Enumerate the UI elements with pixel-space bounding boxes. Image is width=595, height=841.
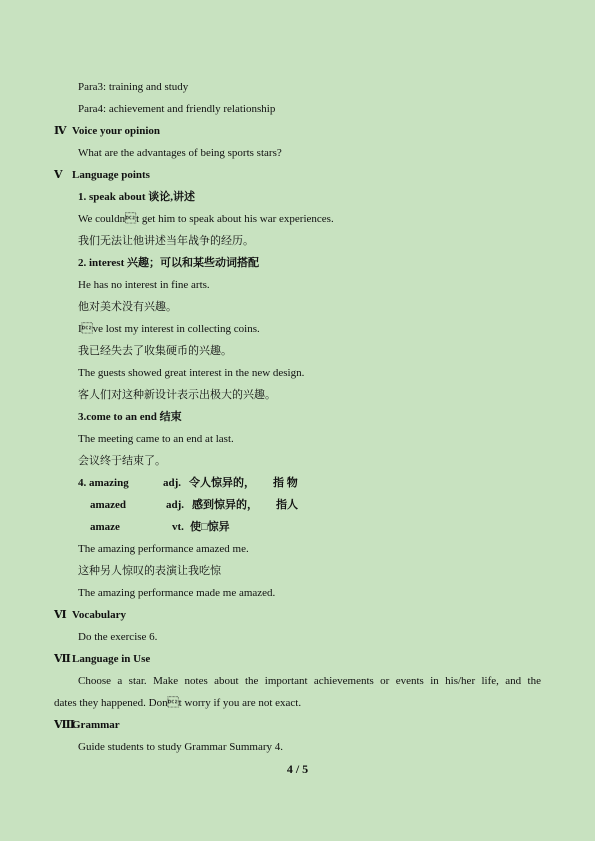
section-title: Vocabulary xyxy=(72,609,126,621)
language-in-use-line-2: dates they happened. Dont worry if you are not exact. xyxy=(54,697,302,709)
vocabulary-instruction: Do the exercise 6. xyxy=(78,631,158,643)
section-heading-language-in-use xyxy=(54,652,150,666)
section-title: Language in Use xyxy=(72,653,151,665)
meaning-amaze: 使□惊异 xyxy=(190,521,230,533)
word-amazed: amazed xyxy=(90,499,127,511)
note-amazing: 指 物 xyxy=(273,477,298,489)
section-heading-language-points xyxy=(54,168,150,182)
page-number: 4 / 5 xyxy=(286,762,309,776)
point-1-example-en: We couldnt get him to speak about his war experiences. xyxy=(78,213,334,225)
grammar-instruction: Guide students to study Grammar Summary 4. xyxy=(78,741,284,753)
section-number: Ⅳ xyxy=(54,125,67,137)
point-2-example-zh-3: 客人们对这种新设计表示出极大的兴趣。 xyxy=(78,389,276,401)
section-title: Language points xyxy=(72,169,150,181)
section-title: Grammar xyxy=(72,719,120,731)
meaning-amazed: 感到惊异的， xyxy=(192,499,258,511)
section-number: Ⅶ xyxy=(54,653,71,665)
section-number: Ⅵ xyxy=(54,609,67,621)
para3-line: Para3: training and study xyxy=(78,81,189,93)
point-2-example-zh-2: 我已经失去了收集硬币的兴趣。 xyxy=(78,345,232,357)
point-2-example-en-3: The guests showed great interest in the new design. xyxy=(78,367,305,379)
point-4-example-en-1: The amazing performance amazed me. xyxy=(78,543,249,555)
pos-adj-1: adj. xyxy=(163,477,182,489)
opinion-question: What are the advantages of being sports stars? xyxy=(78,147,282,159)
word-amaze: amaze xyxy=(90,521,120,533)
note-amazed: 指人 xyxy=(276,499,298,511)
section-title: Voice your opinion xyxy=(72,125,161,137)
point-3-example-en: The meeting came to an end at last. xyxy=(78,433,234,445)
pos-adj-2: adj. xyxy=(166,499,185,511)
section-heading-voice xyxy=(54,124,160,138)
section-number: Ⅴ xyxy=(54,169,63,181)
point-3-example-zh: 会议终于结束了。 xyxy=(78,455,166,467)
word-amazing: 4. amazing xyxy=(78,477,129,489)
point-2-example-zh-1: 他对美术没有兴趣。 xyxy=(78,301,177,313)
point-4-example-en-2: The amazing performance made me amazed. xyxy=(78,587,276,599)
language-in-use-line-1: Choose a star. Make notes about the important achievements or events in his/her life, and the xyxy=(78,675,541,687)
section-heading-grammar xyxy=(54,718,120,732)
point-4-example-zh-1: 这种另人惊叹的表演让我吃惊 xyxy=(78,565,221,577)
point-2-example-en-1: He has no interest in fine arts. xyxy=(78,279,210,291)
point-1-title: 1. speak about 谈论,讲述 xyxy=(78,191,196,203)
point-2-example-en-2: Ive lost my interest in collecting coins. xyxy=(78,323,260,335)
point-2-title: 2. interest 兴趣；可以和某些动词搭配 xyxy=(78,257,259,269)
pos-vt: vt. xyxy=(172,521,184,533)
section-number: Ⅷ xyxy=(54,719,75,731)
meaning-amazing: 令人惊异的， xyxy=(189,477,255,489)
point-1-example-zh: 我们无法让他讲述当年战争的经历。 xyxy=(78,235,254,247)
section-heading-vocabulary xyxy=(54,608,126,622)
point-3-title: 3.come to an end 结束 xyxy=(78,411,182,423)
para4-line: Para4: achievement and friendly relationship xyxy=(78,103,276,115)
